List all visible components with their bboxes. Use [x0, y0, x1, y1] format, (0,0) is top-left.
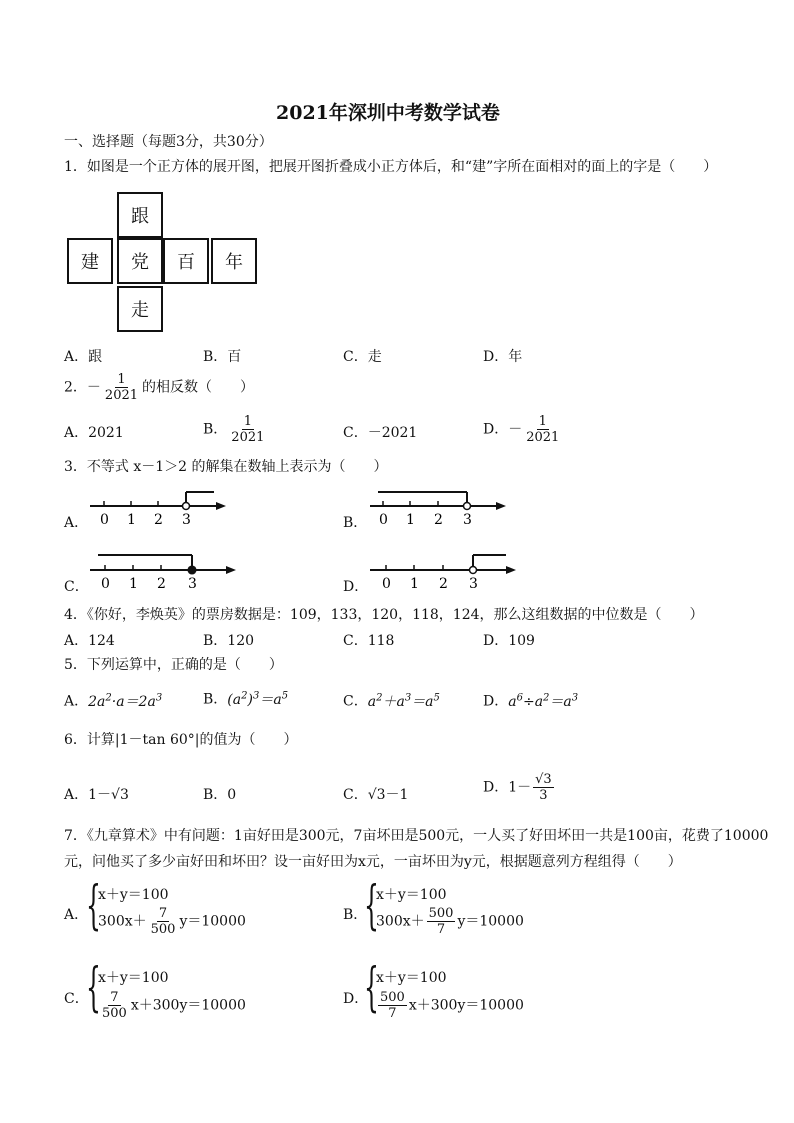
q3c-tick-1: 1 — [129, 576, 138, 592]
q5-option-d[interactable]: D．$a^6\div a^2=a^3$ — [483, 692, 579, 710]
q1-option-a[interactable]: A．跟 — [64, 349, 103, 365]
q7-option-b-eq2 — [376, 906, 524, 937]
q2-option-c[interactable]: C．－2021 — [343, 425, 418, 441]
q7-option-c-eq2 — [98, 990, 246, 1021]
net-cell-top: 跟 — [117, 192, 163, 238]
q7-option-a-label[interactable]: A． — [64, 907, 89, 923]
q5-option-c-label: C． — [343, 693, 368, 710]
q3d-tick-3: 3 — [469, 576, 478, 592]
q4-option-a[interactable]: A．124 — [64, 633, 115, 649]
q3-number-line-a[interactable] — [86, 488, 236, 530]
q3-option-c-label[interactable]: C． — [64, 579, 89, 595]
q3-option-d-label[interactable]: D． — [343, 579, 369, 595]
q7-option-d-brace: { — [364, 958, 379, 1018]
q2-option-d-fraction — [524, 414, 561, 445]
q5-option-a[interactable]: A．$2a^2\cdot a=2a^3$ — [64, 692, 163, 710]
q2-option-b-fraction — [229, 414, 266, 445]
question-3-stem: 3．不等式 x－1＞2 的解集在数轴上表示为（ ） — [64, 459, 388, 475]
q3-option-b-label[interactable]: B． — [343, 515, 368, 531]
q3b-tick-3: 3 — [463, 512, 472, 528]
q7-option-a-eq2 — [98, 906, 246, 937]
q7b-pre: 300x＋ — [376, 913, 425, 930]
net-cell-center: 党 — [117, 238, 163, 284]
q7-option-b-eq1: x＋y＝100 — [376, 887, 447, 903]
q3-number-line-d[interactable] — [366, 550, 526, 592]
q3b-tick-0: 0 — [379, 512, 388, 528]
q7c-den: 500 — [102, 1006, 127, 1021]
q4-option-d[interactable]: D．109 — [483, 633, 535, 649]
q2-option-d[interactable] — [483, 414, 563, 445]
q7a-frac — [149, 906, 178, 937]
q1-option-c[interactable]: C．走 — [343, 349, 382, 365]
q3d-tick-1: 1 — [410, 576, 419, 592]
q3-number-line-c[interactable] — [86, 550, 246, 592]
q2-option-b-label: B． — [203, 421, 228, 438]
q5-option-c[interactable]: C．$a^2+a^3=a^5$ — [343, 692, 440, 710]
q4-option-c[interactable]: C．118 — [343, 633, 395, 649]
question-5-stem: 5．下列运算中，正确的是（ ） — [64, 657, 283, 673]
q3d-tick-2: 2 — [439, 576, 448, 592]
q2-option-b[interactable] — [203, 414, 268, 445]
net-cell-right2: 年 — [211, 238, 257, 284]
q6-option-d[interactable] — [483, 772, 556, 803]
q7a-post: y＝10000 — [179, 913, 246, 930]
q4-option-b[interactable]: B．120 — [203, 633, 255, 649]
q7-option-d-label[interactable]: D． — [343, 991, 369, 1007]
question-4-stem: 4．《你好，李焕英》的票房数据是：109，133，120，118，124，那么这组数据的中位数是（ ） — [64, 607, 704, 623]
net-cell-bottom: 走 — [117, 286, 163, 332]
q7b-frac — [427, 906, 456, 937]
q6-option-d-label: D．1－ — [483, 779, 532, 796]
q5-option-b-label: B． — [203, 691, 228, 708]
q3a-tick-1: 1 — [127, 512, 136, 528]
q7-option-d-eq1: x＋y＝100 — [376, 970, 447, 986]
q6-option-a[interactable]: A．1－√3 — [64, 787, 129, 803]
question-2-stem — [64, 372, 254, 403]
q7b-post: y＝10000 — [457, 913, 524, 930]
q6-option-b[interactable]: B．0 — [203, 787, 237, 803]
section-heading: 一、选择题（每题3分，共30分） — [64, 134, 273, 150]
q6-option-d-num: √3 — [535, 772, 552, 787]
net-cell-left: 建 — [67, 238, 113, 284]
question-6-stem: 6．计算|1－tan 60°|的值为（ ） — [64, 732, 298, 748]
q2-option-d-den: 2021 — [526, 430, 560, 445]
q7c-post: x＋300y＝10000 — [130, 997, 246, 1014]
q3c-tick-0: 0 — [101, 576, 110, 592]
page-title: 2021年深圳中考数学试卷 — [276, 102, 500, 124]
q3-option-a-label[interactable]: A． — [64, 515, 89, 531]
q2-option-d-label: D．－ — [483, 421, 523, 438]
q2-option-b-den: 2021 — [231, 430, 265, 445]
q7a-pre: 300x＋ — [98, 913, 147, 930]
q7d-frac — [378, 990, 407, 1021]
q3d-tick-0: 0 — [382, 576, 391, 592]
q6-option-d-den: 3 — [539, 788, 548, 803]
q5-option-b[interactable]: B．$(a^2)^3=a^5$ — [203, 690, 289, 708]
q6-option-c[interactable]: C．√3－1 — [343, 787, 409, 803]
q7c-num: 7 — [110, 990, 119, 1005]
q7-option-d-eq2 — [376, 990, 524, 1021]
q7d-den: 7 — [388, 1006, 397, 1021]
q7-option-c-eq1: x＋y＝100 — [98, 970, 169, 986]
question-7-line2: 元，问他买了多少亩好田和坏田？设一亩好田为x元，一亩坏田为y元，根据题意列方程组得（ ） — [64, 854, 682, 870]
question-7-line1: 7．《九章算术》中有问题：1亩好田是300元，7亩坏田是500元，一人买了好田坏田一共是100亩，花费了10000 — [64, 828, 769, 844]
q7-option-c-brace: { — [86, 958, 101, 1018]
q2-frac-num: 1 — [117, 372, 126, 387]
q3-number-line-b[interactable] — [366, 488, 516, 530]
q7b-num: 500 — [428, 906, 454, 921]
q3a-tick-3: 3 — [182, 512, 191, 528]
q2-suffix: 的相反数（ ） — [142, 379, 255, 396]
q3c-tick-3: 3 — [188, 576, 197, 592]
q2-frac-den: 2021 — [104, 388, 139, 403]
question-1-stem: 1．如图是一个正方体的展开图，把展开图折叠成小正方体后，和“建”字所在面相对的面上的字是（ ） — [64, 159, 718, 175]
q6-option-d-fraction — [533, 772, 554, 803]
q7-option-b-brace: { — [364, 876, 379, 936]
q7-option-a-brace: { — [86, 876, 101, 936]
q3c-tick-2: 2 — [157, 576, 166, 592]
q3a-tick-0: 0 — [100, 512, 109, 528]
q2-option-a[interactable]: A．2021 — [64, 425, 124, 441]
q5-option-a-label: A． — [64, 693, 89, 710]
q7d-num: 500 — [380, 990, 405, 1005]
q3b-tick-2: 2 — [434, 512, 443, 528]
q7a-den: 500 — [150, 922, 176, 937]
q2-fraction — [103, 372, 140, 403]
q7-option-b-label[interactable]: B． — [343, 907, 368, 923]
q1-option-b[interactable]: B．百 — [203, 349, 242, 365]
q7d-post: x＋300y＝10000 — [408, 997, 524, 1014]
q7c-frac — [100, 990, 129, 1021]
q7-option-a-eq1: x＋y＝100 — [98, 887, 169, 903]
q7b-den: 7 — [436, 922, 446, 937]
q7-option-c-label[interactable]: C． — [64, 991, 89, 1007]
q7a-num: 7 — [158, 906, 168, 921]
net-cell-right1: 百 — [163, 238, 209, 284]
q1-option-d[interactable]: D．年 — [483, 349, 523, 365]
q2-option-b-num: 1 — [243, 414, 252, 429]
q3a-tick-2: 2 — [154, 512, 163, 528]
q5-option-d-label: D． — [483, 693, 509, 710]
q2-option-d-num: 1 — [538, 414, 547, 429]
q3b-tick-1: 1 — [406, 512, 415, 528]
q2-prefix: 2．－ — [64, 379, 101, 396]
